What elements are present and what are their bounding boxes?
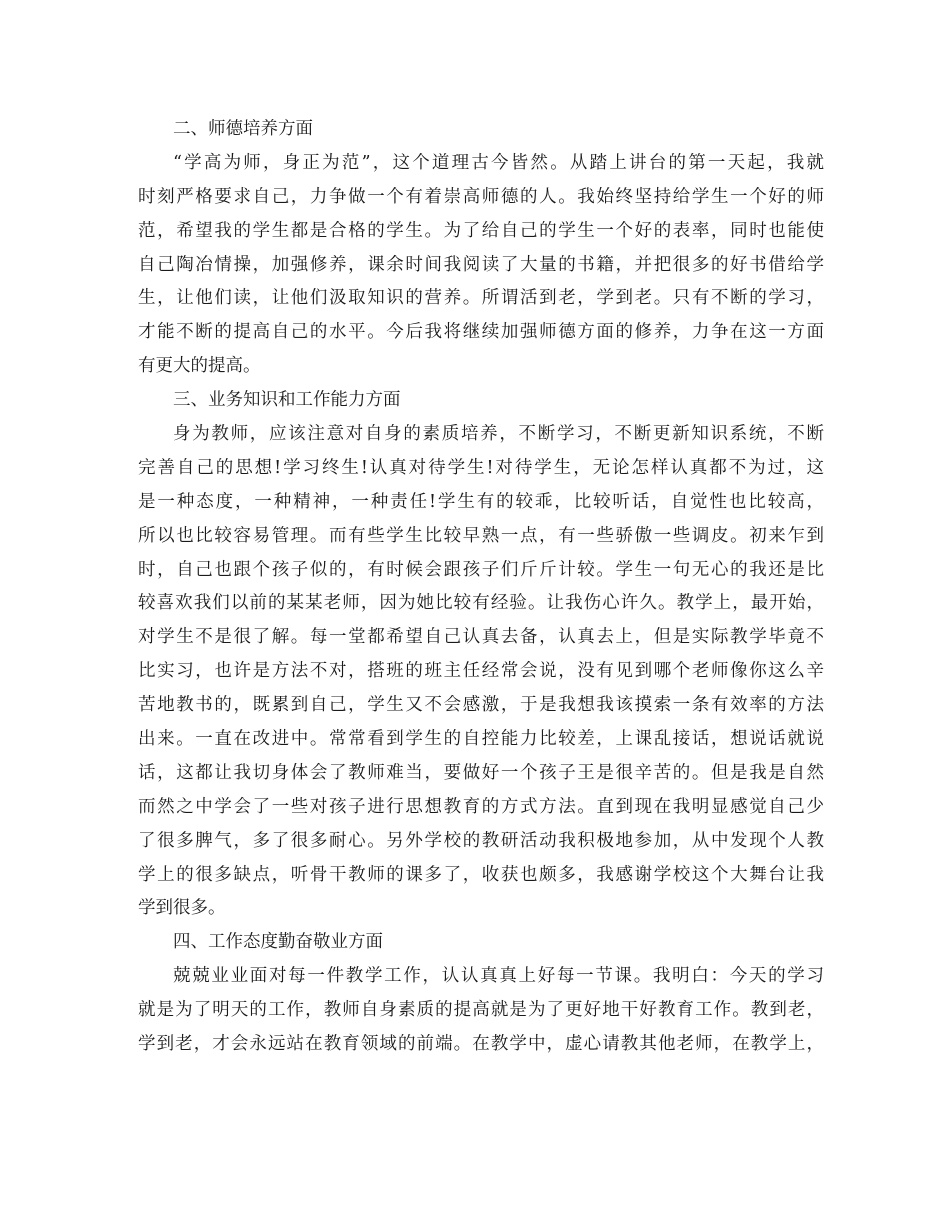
paragraph-line: 所以也比较容易管理。而有些学生比较早熟一点，有一些骄傲一些调皮。初来乍到 [138,525,824,546]
paragraph-line: 身为教师，应该注意对自身的素质培养，不断学习，不断更新知识系统，不断 [173,424,824,445]
paragraph-line: 而然之中学会了一些对孩子进行思想教育的方式方法。直到现在我明显感觉自己少 [138,796,824,817]
paragraph-line: 完善自己的思想!学习终生!认真对待学生!对待学生，无论怎样认真都不为过，这 [138,457,824,478]
paragraph-line: 较喜欢我们以前的某某老师，因为她比较有经验。让我伤心许久。教学上，最开始， [138,593,824,614]
section-heading-attitude: 四、工作态度勤奋敬业方面 [173,932,383,953]
paragraph-line: 时刻严格要求自己，力争做一个有着崇高师德的人。我始终坚持给学生一个好的师 [138,186,824,207]
paragraph-line: 比实习，也许是方法不对，搭班的班主任经常会说，没有见到哪个老师像你这么辛 [138,661,824,682]
paragraph-line: “学高为师，身正为范”，这个道理古今皆然。从踏上讲台的第一天起，我就 [173,152,824,173]
paragraph-line: 生，让他们读，让他们汲取知识的营养。所谓活到老，学到老。只有不断的学习， [138,288,824,309]
paragraph-line: 就是为了明天的工作，教师自身素质的提高就是为了更好地干好教育工作。教到老， [138,1000,824,1021]
section-heading-skills: 三、业务知识和工作能力方面 [173,390,401,411]
document-body [138,113,824,1062]
paragraph-line: 是一种态度，一种精神，一种责任!学生有的较乖，比较听话，自觉性也比较高， [138,491,824,512]
paragraph-line: 话，这都让我切身体会了教师难当，要做好一个孩子王是很辛苦的。但是我是自然 [138,762,824,783]
paragraph-line: 了很多脾气，多了很多耐心。另外学校的教研活动我积极地参加，从中发现个人教 [138,830,824,851]
paragraph-line: 对学生不是很了解。每一堂都希望自己认真去备，认真去上，但是实际教学毕竟不 [138,627,824,648]
paragraph-line: 有更大的提高。 [138,356,261,377]
paragraph-line: 才能不断的提高自己的水平。今后我将继续加强师德方面的修养，力争在这一方面 [138,322,824,343]
section-heading-ethics: 二、师德培养方面 [173,119,313,139]
paragraph-line: 兢兢业业面对每一件教学工作，认认真真上好每一节课。我明白：今天的学习 [173,966,824,987]
paragraph-line: 自己陶冶情操，加强修养，课余时间我阅读了大量的书籍，并把很多的好书借给学 [138,254,824,275]
paragraph-line: 学上的很多缺点，听骨干教师的课多了，收获也颇多，我感谢学校这个大舞台让我 [138,864,824,885]
paragraph-line: 苦地教书的，既累到自己，学生又不会感激，于是我想我该摸索一条有效率的方法 [138,695,824,716]
paragraph-line: 学到老，才会永远站在教育领域的前端。在教学中，虚心请教其他老师，在教学上， [138,1034,824,1055]
paragraph-line: 范，希望我的学生都是合格的学生。为了给自己的学生一个好的表率，同时也能使 [138,220,824,241]
paragraph-line: 学到很多。 [138,898,226,919]
paragraph-line: 时，自己也跟个孩子似的，有时候会跟孩子们斤斤计较。学生一句无心的我还是比 [138,559,824,580]
paragraph-line: 出来。一直在改进中。常常看到学生的自控能力比较差，上课乱接话，想说话就说 [138,729,824,750]
